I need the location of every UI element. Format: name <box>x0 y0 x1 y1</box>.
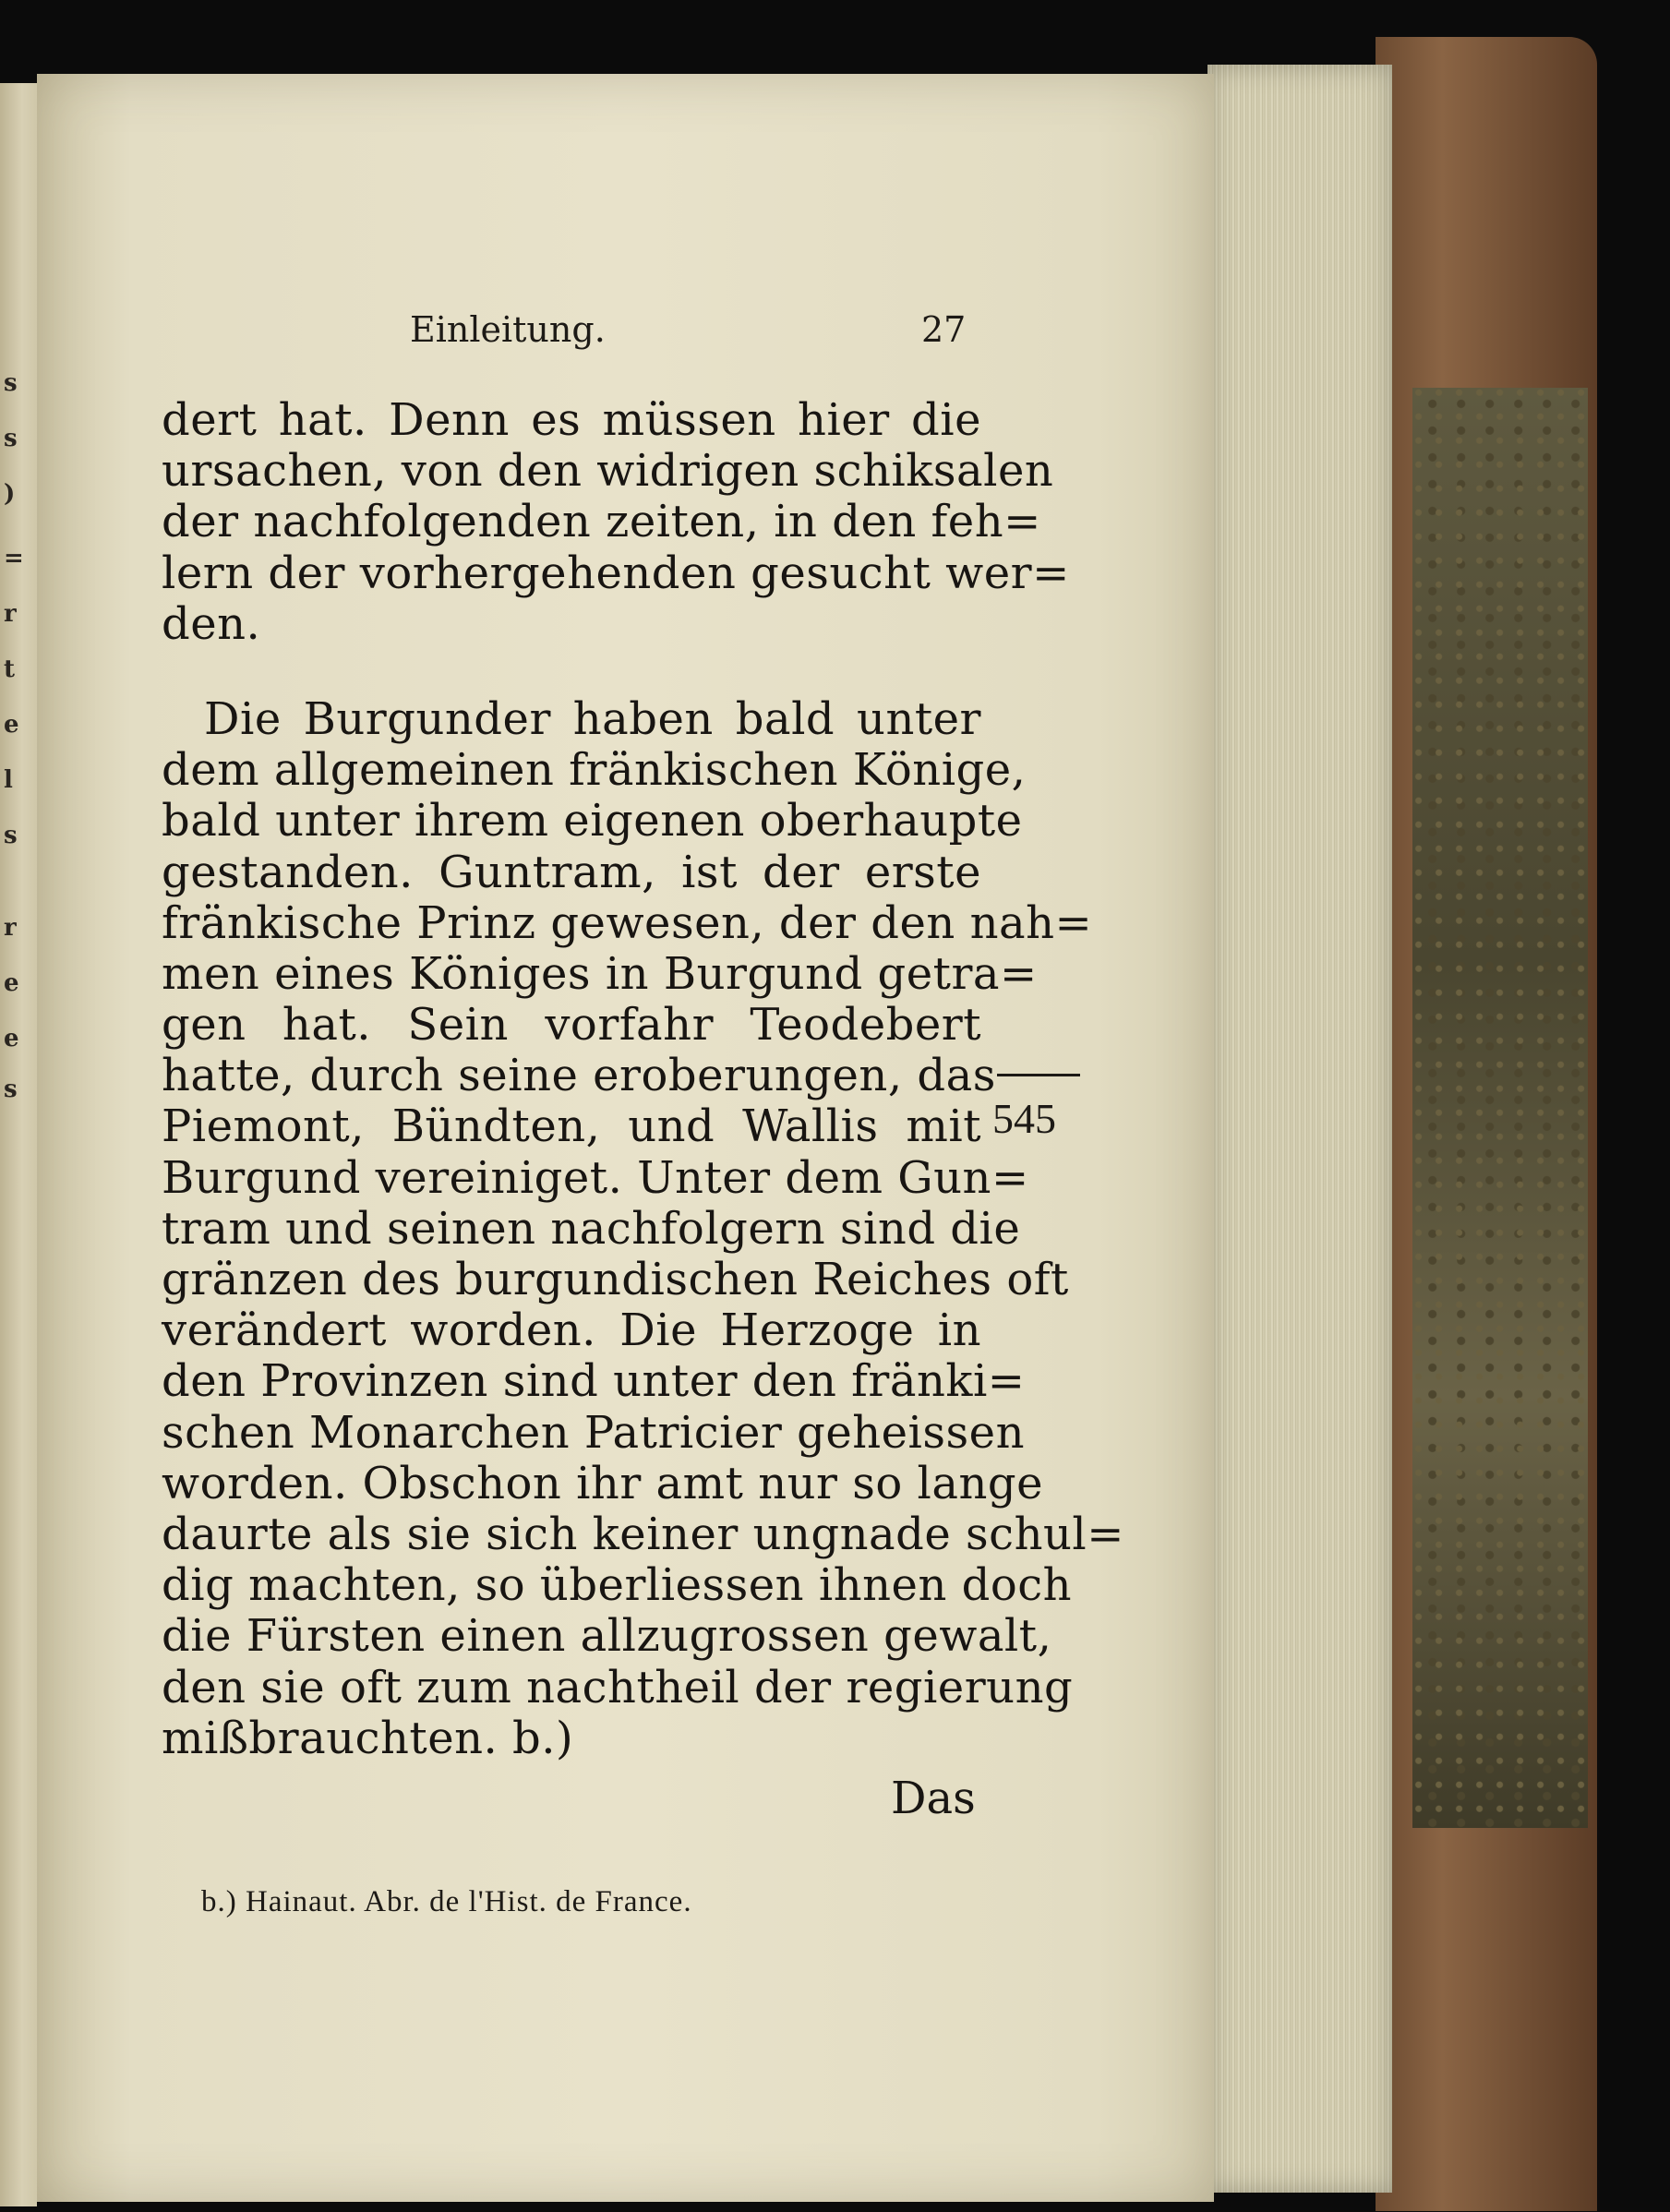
page-edges <box>1207 65 1392 2193</box>
left-page-fragment: s <box>4 425 18 452</box>
text-line: die Fürsten einen allzugrossen gewalt, <box>162 1610 1052 1663</box>
left-page-fragment: e <box>4 969 19 997</box>
left-page-fragment: e <box>4 1025 19 1052</box>
left-page-fragment: r <box>4 600 17 628</box>
left-page-fragment: e <box>4 711 19 739</box>
left-page-fragment: s <box>4 369 18 397</box>
left-page-fragment: s <box>4 1076 18 1103</box>
text-line: den Provinzen sind unter den fränki= <box>162 1355 1026 1408</box>
text-line: ursachen, von den widrigen schiksalen <box>162 445 1054 498</box>
text-line: tram und seinen nachfolgern sind die <box>162 1202 1021 1255</box>
left-page-fragment: = <box>4 545 24 572</box>
marbled-board <box>1412 388 1588 1828</box>
text-line: gen hat. Sein vorfahr Teodebert <box>162 999 981 1052</box>
text-line: verändert worden. Die Herzoge in <box>162 1304 981 1357</box>
margin-year-note: 545 <box>992 1095 1056 1142</box>
text-line: dem allgemeinen fränkischen Könige, <box>162 744 1027 797</box>
text-line: Piemont, Bündten, und Wallis mit <box>162 1100 981 1153</box>
text-line: daurte als sie sich keiner ungnade schul= <box>162 1508 1124 1560</box>
text-line: mißbrauchten. b.) <box>162 1712 574 1764</box>
text-line: Burgund vereiniget. Unter dem Gun= <box>162 1151 1029 1204</box>
footnote: b.) Hainaut. Abr. de l'Hist. de France. <box>201 1885 692 1918</box>
running-head: Einleitung. <box>410 309 606 350</box>
text-line: schen Monarchen Patricier geheissen <box>162 1406 1025 1459</box>
text-line: den sie oft zum nachtheil der regierung <box>162 1661 1074 1713</box>
text-line: den. <box>162 597 261 650</box>
text-line: fränkische Prinz gewesen, der den nah= <box>162 896 1093 949</box>
text-line: dig machten, so überliessen ihnen doch <box>162 1559 1073 1612</box>
left-page-fragment: l <box>4 766 13 794</box>
text-line: der nachfolgenden zeiten, in den feh= <box>162 496 1041 548</box>
left-page-fragment: ) <box>4 480 16 508</box>
left-page-fragment: t <box>4 655 16 683</box>
margin-rule <box>997 1074 1080 1076</box>
text-line: lern der vorhergehenden gesucht wer= <box>162 547 1070 599</box>
adjacent-page-edge <box>0 83 37 2206</box>
page-number: 27 <box>921 309 967 350</box>
text-line: hatte, durch seine eroberungen, das <box>162 1050 996 1102</box>
book-page <box>37 74 1214 2202</box>
text-line: gestanden. Guntram, ist der erste <box>162 846 981 898</box>
left-page-fragment: s <box>4 822 18 849</box>
left-page-fragment: r <box>4 914 17 942</box>
text-line: dert hat. Denn es müssen hier die <box>162 394 981 446</box>
catchword: Das <box>891 1773 976 1824</box>
text-line: men eines Königes in Burgund getra= <box>162 947 1038 1000</box>
text-line: gränzen des burgundischen Reiches oft <box>162 1254 1069 1305</box>
text-line: bald unter ihrem eigenen oberhaupte <box>162 795 1023 848</box>
text-line: worden. Obschon ihr amt nur so lange <box>162 1457 1044 1509</box>
text-line: Die Burgunder haben bald unter <box>204 692 981 745</box>
